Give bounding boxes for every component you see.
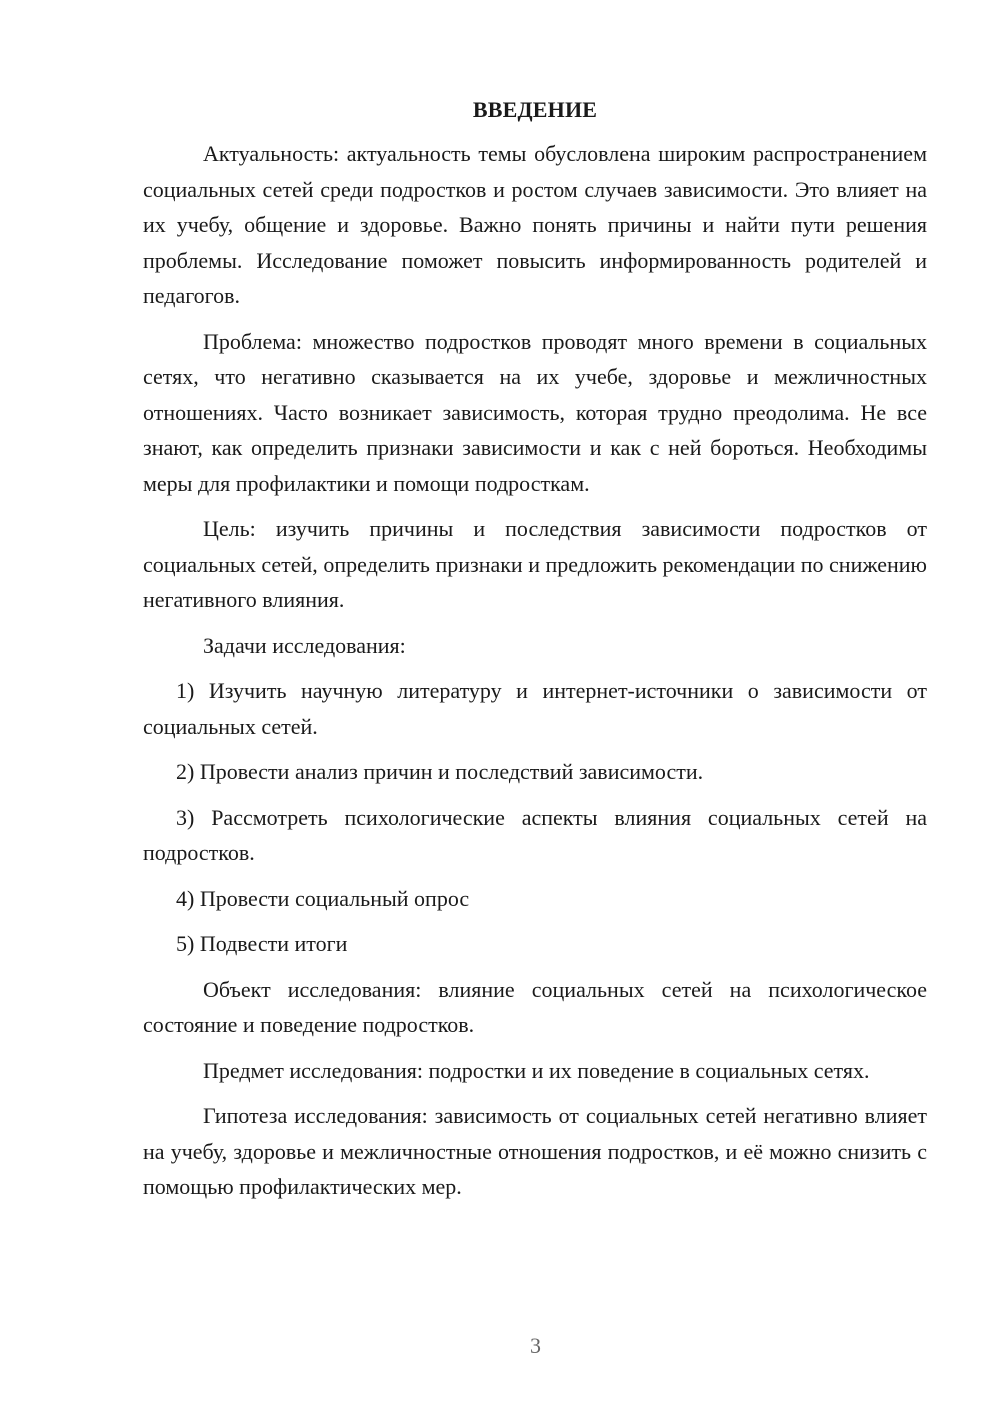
paragraph-tasks-heading: Задачи исследования: [203,632,406,658]
task-item-4: 4) Провести социальный опрос [176,885,470,911]
task-item-3: 3) Рассмотреть психологические аспекты влияния социальных сетей на подростков. [143,804,927,865]
task-item-1: 1) Изучить научную литературу и интернет-источники о зависимости от социальных сетей. [143,678,927,739]
paragraph-hypothesis: Гипотеза исследования: зависимость от социальных сетей негативно влияет на учебу, здоровье и межличностные отношения подростков, и её можно снизить с помощью профилактических мер. [143,1103,927,1199]
task-item-5: 5) Подвести итоги [176,931,348,956]
section-title: ВВЕДЕНИЕ [472,97,598,122]
paragraph-subject: Предмет исследования: подростки и их поведение в социальных сетях. [203,1057,870,1083]
task-item-2: 2) Провести анализ причин и последствий зависимости. [176,759,704,784]
paragraph-object: Объект исследования: влияние социальных сетей на психологическое состояние и поведение подростков. [143,976,927,1037]
paragraph-relevance: Актуальность: актуальность темы обусловлена широким распространением социальных сетей среди подростков и ростом случаев зависимости. Это влияет на их учебу, общение и здоровье. Важно понять причины и найти пути решения проблемы. Исследование поможет повысить информированность родителей и педагогов. [143,141,927,308]
paragraph-goal: Цель: изучить причины и последствия зависимости подростков от социальных сетей, определить признаки и предложить рекомендации по снижению негативного влияния. [143,516,927,612]
page-number: 3 [530,1333,541,1358]
document-page [143,96,927,1215]
paragraph-problem: Проблема: множество подростков проводят много времени в социальных сетях, что негативно сказывается на их учебе, здоровье и межличностных отношениях. Часто возникает зависимость, которая трудно преодолима. Не все знают, как определить признаки зависимости и как с ней бороться. Необходимы меры для профилактики и помощи подросткам. [143,328,927,496]
